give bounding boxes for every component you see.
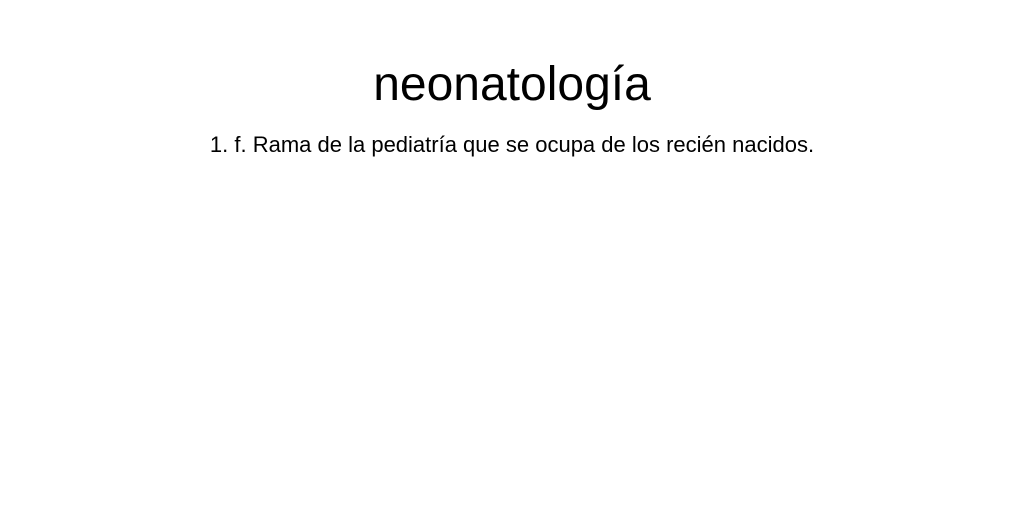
entry-definition: 1. f. Rama de la pediatría que se ocupa de los recién nacidos. (209, 132, 815, 157)
entry-headword: neonatología (373, 58, 651, 111)
